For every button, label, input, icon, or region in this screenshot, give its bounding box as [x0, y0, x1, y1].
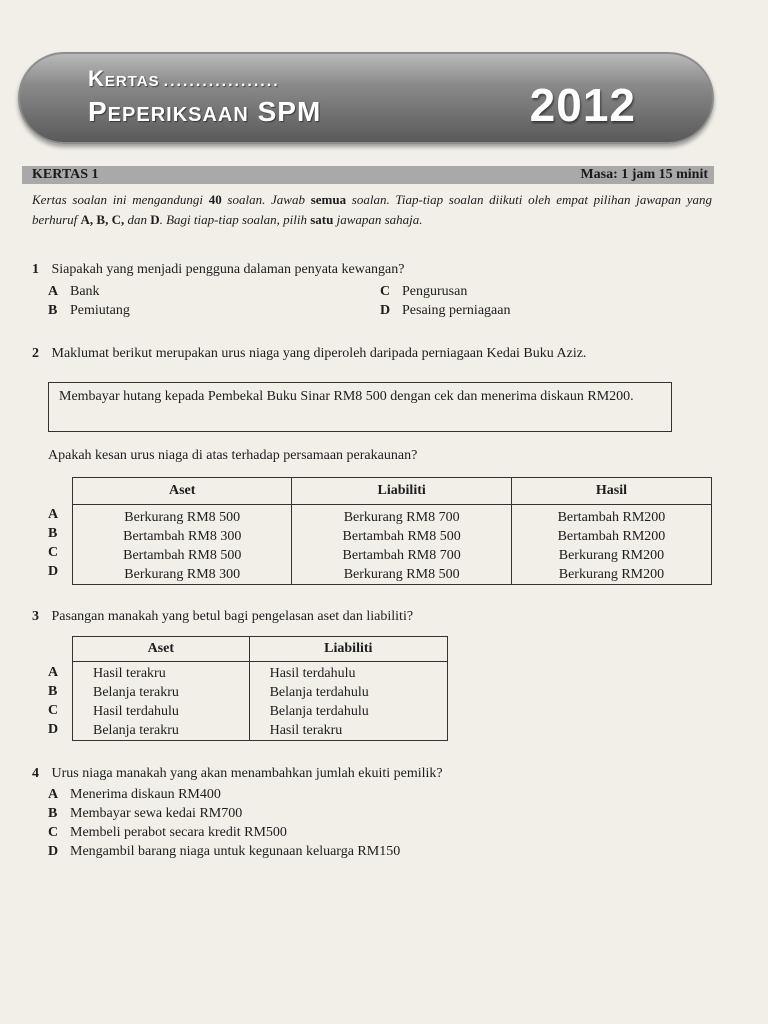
table-row — [73, 527, 712, 546]
instructions-text: Kertas soalan ini mengandungi — [32, 192, 209, 207]
option-letter: D — [48, 722, 59, 737]
q1-option-d — [380, 303, 510, 319]
question-number: 3 — [32, 609, 39, 624]
question-number: 4 — [32, 766, 39, 781]
table-row — [73, 702, 448, 721]
instructions-text: . Bagi tiap-tiap soalan, pilih — [159, 212, 311, 227]
option-text: Bank — [70, 284, 100, 299]
table-row — [73, 721, 448, 741]
table-cell: Belanja terdahulu — [249, 683, 447, 702]
q4-option-d — [48, 844, 400, 860]
instructions — [32, 190, 712, 230]
q2-option-letters — [48, 505, 58, 581]
question-2 — [32, 346, 586, 362]
q4-option-a — [48, 787, 221, 803]
q1-option-b — [48, 303, 130, 319]
table-cell: Bertambah RM8 500 — [292, 527, 511, 546]
question-count: 40 — [208, 192, 222, 207]
q3-option-letters — [48, 663, 58, 739]
table-cell: Berkurang RM8 500 — [73, 505, 292, 528]
option-letter: B — [48, 526, 58, 541]
table-cell: Berkurang RM200 — [511, 546, 711, 565]
q4-option-b — [48, 806, 242, 822]
table-row — [73, 565, 712, 585]
option-letter: B — [48, 684, 58, 699]
option-letter: A — [48, 284, 59, 299]
question-text: Urus niaga manakah yang akan menambahkan jumlah ekuiti pemilik? — [51, 766, 443, 781]
transaction-box: Membayar hutang kepada Pembekal Buku Sinar RM8 500 dengan cek dan menerima diskaun RM200. — [48, 382, 672, 432]
q1-option-c — [380, 284, 467, 300]
table-cell: Hasil terdahulu — [73, 702, 250, 721]
question-number: 1 — [32, 262, 39, 277]
paper-header-bar — [22, 166, 714, 184]
option-letter: C — [48, 545, 59, 560]
table-header-row — [73, 637, 448, 662]
option-text: Membayar sewa kedai RM700 — [70, 806, 243, 821]
column-header: Hasil — [511, 478, 711, 505]
banner-line1 — [88, 66, 280, 92]
column-header: Liabiliti — [249, 637, 447, 662]
table-cell: Belanja terdahulu — [249, 702, 447, 721]
option-text: Menerima diskaun RM400 — [70, 787, 221, 802]
q3-answer-table — [72, 636, 448, 741]
table-cell: Bertambah RM8 700 — [292, 546, 511, 565]
q1-option-a — [48, 284, 100, 300]
banner-year: 2012 — [529, 79, 636, 131]
table-cell: Berkurang RM200 — [511, 565, 711, 585]
question-1 — [32, 262, 404, 278]
column-header: Aset — [73, 637, 250, 662]
option-letter: D — [48, 564, 59, 579]
table-cell: Berkurang RM8 300 — [73, 565, 292, 585]
instructions-text: soalan. Tiap-tiap soalan diikuti oleh empat pilihan jawapan yang berhuruf — [32, 192, 712, 227]
table-cell: Hasil terakru — [249, 721, 447, 741]
option-letter: C — [380, 284, 391, 299]
question-number: 2 — [32, 346, 39, 361]
table-cell: Bertambah RM200 — [511, 505, 711, 528]
option-letter: A — [48, 507, 59, 522]
option-letter: B — [48, 806, 58, 821]
instructions-emphasis: semua — [310, 192, 347, 207]
table-cell: Bertambah RM200 — [511, 527, 711, 546]
instructions-text: jawapan sahaja. — [333, 212, 423, 227]
instructions-text: dan — [124, 212, 151, 227]
instructions-emphasis: satu — [310, 212, 334, 227]
instructions-letters: A, B, C, — [80, 212, 125, 227]
question-2-prompt: Apakah kesan urus niaga di atas terhadap persamaan perakaunan? — [48, 448, 418, 463]
question-4 — [32, 766, 443, 782]
instructions-letters: D — [150, 212, 160, 227]
table-cell: Bertambah RM8 300 — [73, 527, 292, 546]
option-letter: D — [380, 303, 391, 318]
q4-option-c — [48, 825, 287, 841]
banner-line1-text: Kertas — [88, 66, 160, 91]
table-row — [73, 546, 712, 565]
option-text: Pemiutang — [70, 303, 130, 318]
instructions-text: soalan. Jawab — [221, 192, 311, 207]
question-text: Pasangan manakah yang betul bagi pengelasan aset dan liabiliti? — [51, 609, 414, 624]
option-text: Mengambil barang niaga untuk kegunaan keluarga RM150 — [70, 844, 401, 859]
question-3 — [32, 609, 413, 625]
option-letter: C — [48, 703, 59, 718]
table-row — [73, 662, 448, 684]
table-cell: Belanja terakru — [73, 721, 250, 741]
option-letter: A — [48, 665, 59, 680]
option-text: Membeli perabot secara kredit RM500 — [70, 825, 287, 840]
table-cell: Belanja terakru — [73, 683, 250, 702]
table-cell: Hasil terakru — [73, 662, 250, 684]
option-letter: A — [48, 787, 59, 802]
table-cell: Berkurang RM8 500 — [292, 565, 511, 585]
question-text: Siapakah yang menjadi pengguna dalaman penyata kewangan? — [51, 262, 405, 277]
column-header: Aset — [73, 478, 292, 505]
table-cell: Bertambah RM8 500 — [73, 546, 292, 565]
table-cell: Hasil terdahulu — [249, 662, 447, 684]
banner-dots: .................. — [163, 73, 280, 90]
column-header: Liabiliti — [292, 478, 511, 505]
table-row — [73, 683, 448, 702]
option-text: Pesaing perniagaan — [402, 303, 511, 318]
title-banner — [18, 52, 714, 144]
table-header-row — [73, 478, 712, 505]
option-text: Pengurusan — [402, 284, 468, 299]
paper-duration: Masa: 1 jam 15 minit — [580, 167, 708, 182]
paper-number: KERTAS 1 — [32, 167, 99, 182]
option-letter: B — [48, 303, 58, 318]
option-letter: C — [48, 825, 59, 840]
table-row — [73, 505, 712, 528]
banner-line2: Peperiksaan SPM — [88, 96, 322, 127]
question-text: Maklumat berikut merupakan urus niaga yang diperoleh daripada perniagaan Kedai Buku Aziz. — [51, 346, 587, 361]
option-letter: D — [48, 844, 59, 859]
q2-answer-table — [72, 477, 712, 585]
table-cell: Berkurang RM8 700 — [292, 505, 511, 528]
